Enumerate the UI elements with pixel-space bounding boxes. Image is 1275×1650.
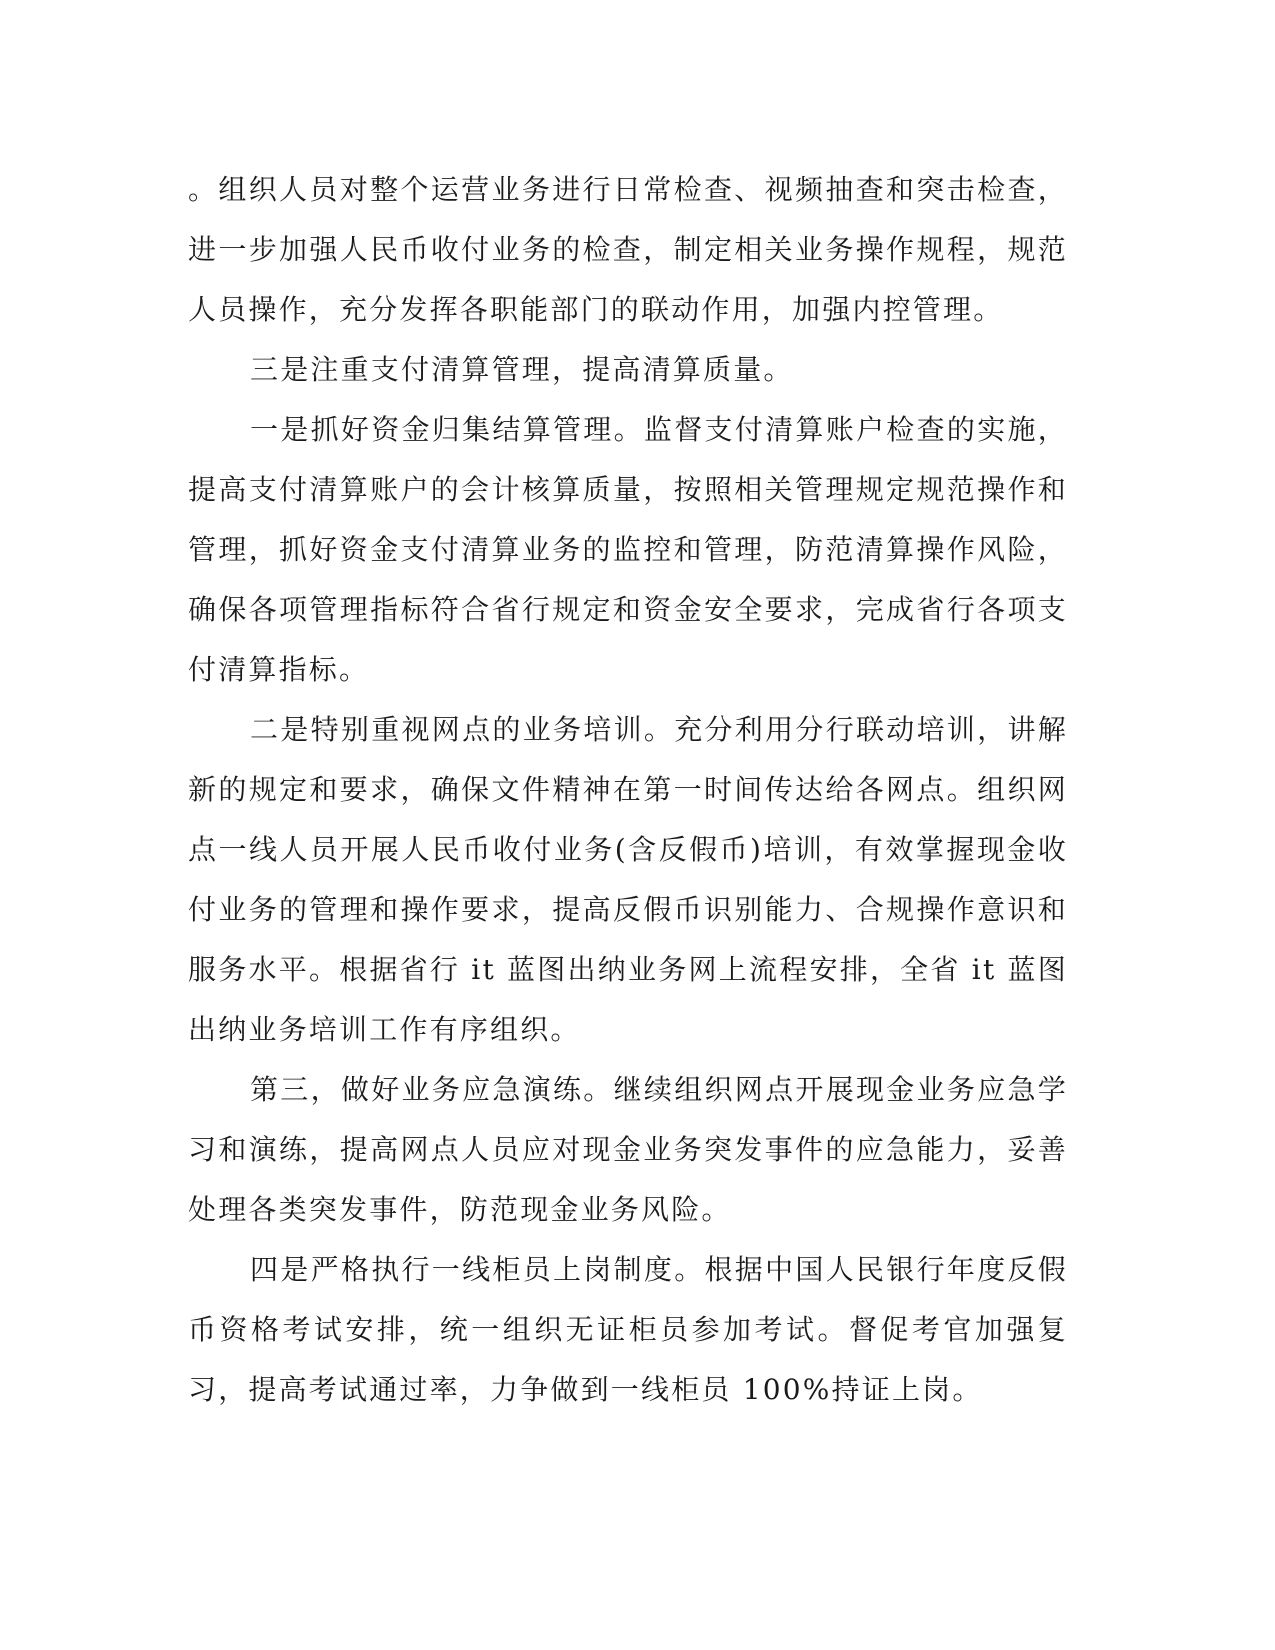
paragraph-3: 一是抓好资金归集结算管理。监督支付清算账户检查的实施，提高支付清算账户的会计核算质量，按照相关管理规定规范操作和管理，抓好资金支付清算业务的监控和管理，防范清算操作风险，确保各项管理指标符合省行规定和资金安全要求，完成省行各项支付清算指标。 [188, 413, 1068, 686]
paragraph-2: 三是注重支付清算管理，提高清算质量。 [250, 353, 794, 386]
paragraph-5: 第三，做好业务应急演练。继续组织网点开展现金业务应急学习和演练，提高网点人员应对现金业务突发事件的应急能力，妥善处理各类突发事件，防范现金业务风险。 [188, 1073, 1068, 1226]
paragraph-6: 四是严格执行一线柜员上岗制度。根据中国人民银行年度反假币资格考试安排，统一组织无证柜员参加考试。督促考官加强复习，提高考试通过率，力争做到一线柜员 100%持证上岗。 [188, 1253, 1068, 1406]
paragraph-4: 二是特别重视网点的业务培训。充分利用分行联动培训，讲解新的规定和要求，确保文件精神在第一时间传达给各网点。组织网点一线人员开展人民币收付业务(含反假币)培训，有效掌握现金收付业务的管理和操作要求，提高反假币识别能力、合规操作意识和服务水平。根据省行 it 蓝图出纳业务网上流程安排，全省 it 蓝图出纳业务培训工作有序组织。 [188, 713, 1068, 1046]
document-body [188, 160, 1068, 1420]
paragraph-1: 。组织人员对整个运营业务进行日常检查、视频抽查和突击检查，进一步加强人民币收付业务的检查，制定相关业务操作规程，规范人员操作，充分发挥各职能部门的联动作用，加强内控管理。 [188, 173, 1068, 326]
